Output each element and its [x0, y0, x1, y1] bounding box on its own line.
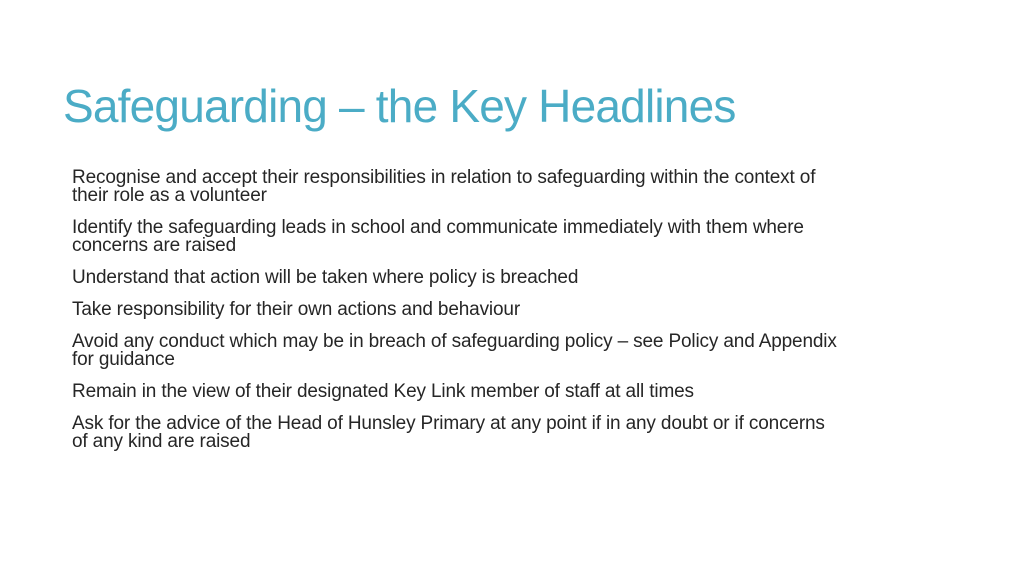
bullet-line: Ask for the advice of the Head of Hunsley Primary at any point if in any doubt or if concerns: [72, 413, 825, 434]
bullet-line: Recognise and accept their responsibilities in relation to safeguarding within the context of: [72, 167, 816, 188]
bullet-list: [72, 169, 952, 465]
bullet-line: their role as a volunteer: [72, 185, 267, 206]
bullet-item: [72, 415, 952, 451]
bullet-line: for guidance: [72, 349, 175, 370]
bullet-item: [72, 219, 952, 255]
bullet-item: [72, 169, 952, 205]
bullet-line: of any kind are raised: [72, 431, 251, 452]
bullet-item: [72, 333, 952, 369]
slide-title: Safeguarding – the Key Headlines: [63, 80, 736, 132]
bullet-line: Remain in the view of their designated Key Link member of staff at all times: [72, 381, 694, 402]
bullet-line: Avoid any conduct which may be in breach of safeguarding policy – see Policy and Appendix: [72, 331, 837, 352]
bullet-line: Understand that action will be taken where policy is breached: [72, 267, 579, 288]
bullet-item: [72, 269, 952, 287]
bullet-line: Take responsibility for their own actions and behaviour: [72, 299, 521, 320]
bullet-line: concerns are raised: [72, 235, 237, 256]
bullet-item: [72, 383, 952, 401]
bullet-item: [72, 301, 952, 319]
bullet-line: Identify the safeguarding leads in school and communicate immediately with them where: [72, 217, 804, 238]
